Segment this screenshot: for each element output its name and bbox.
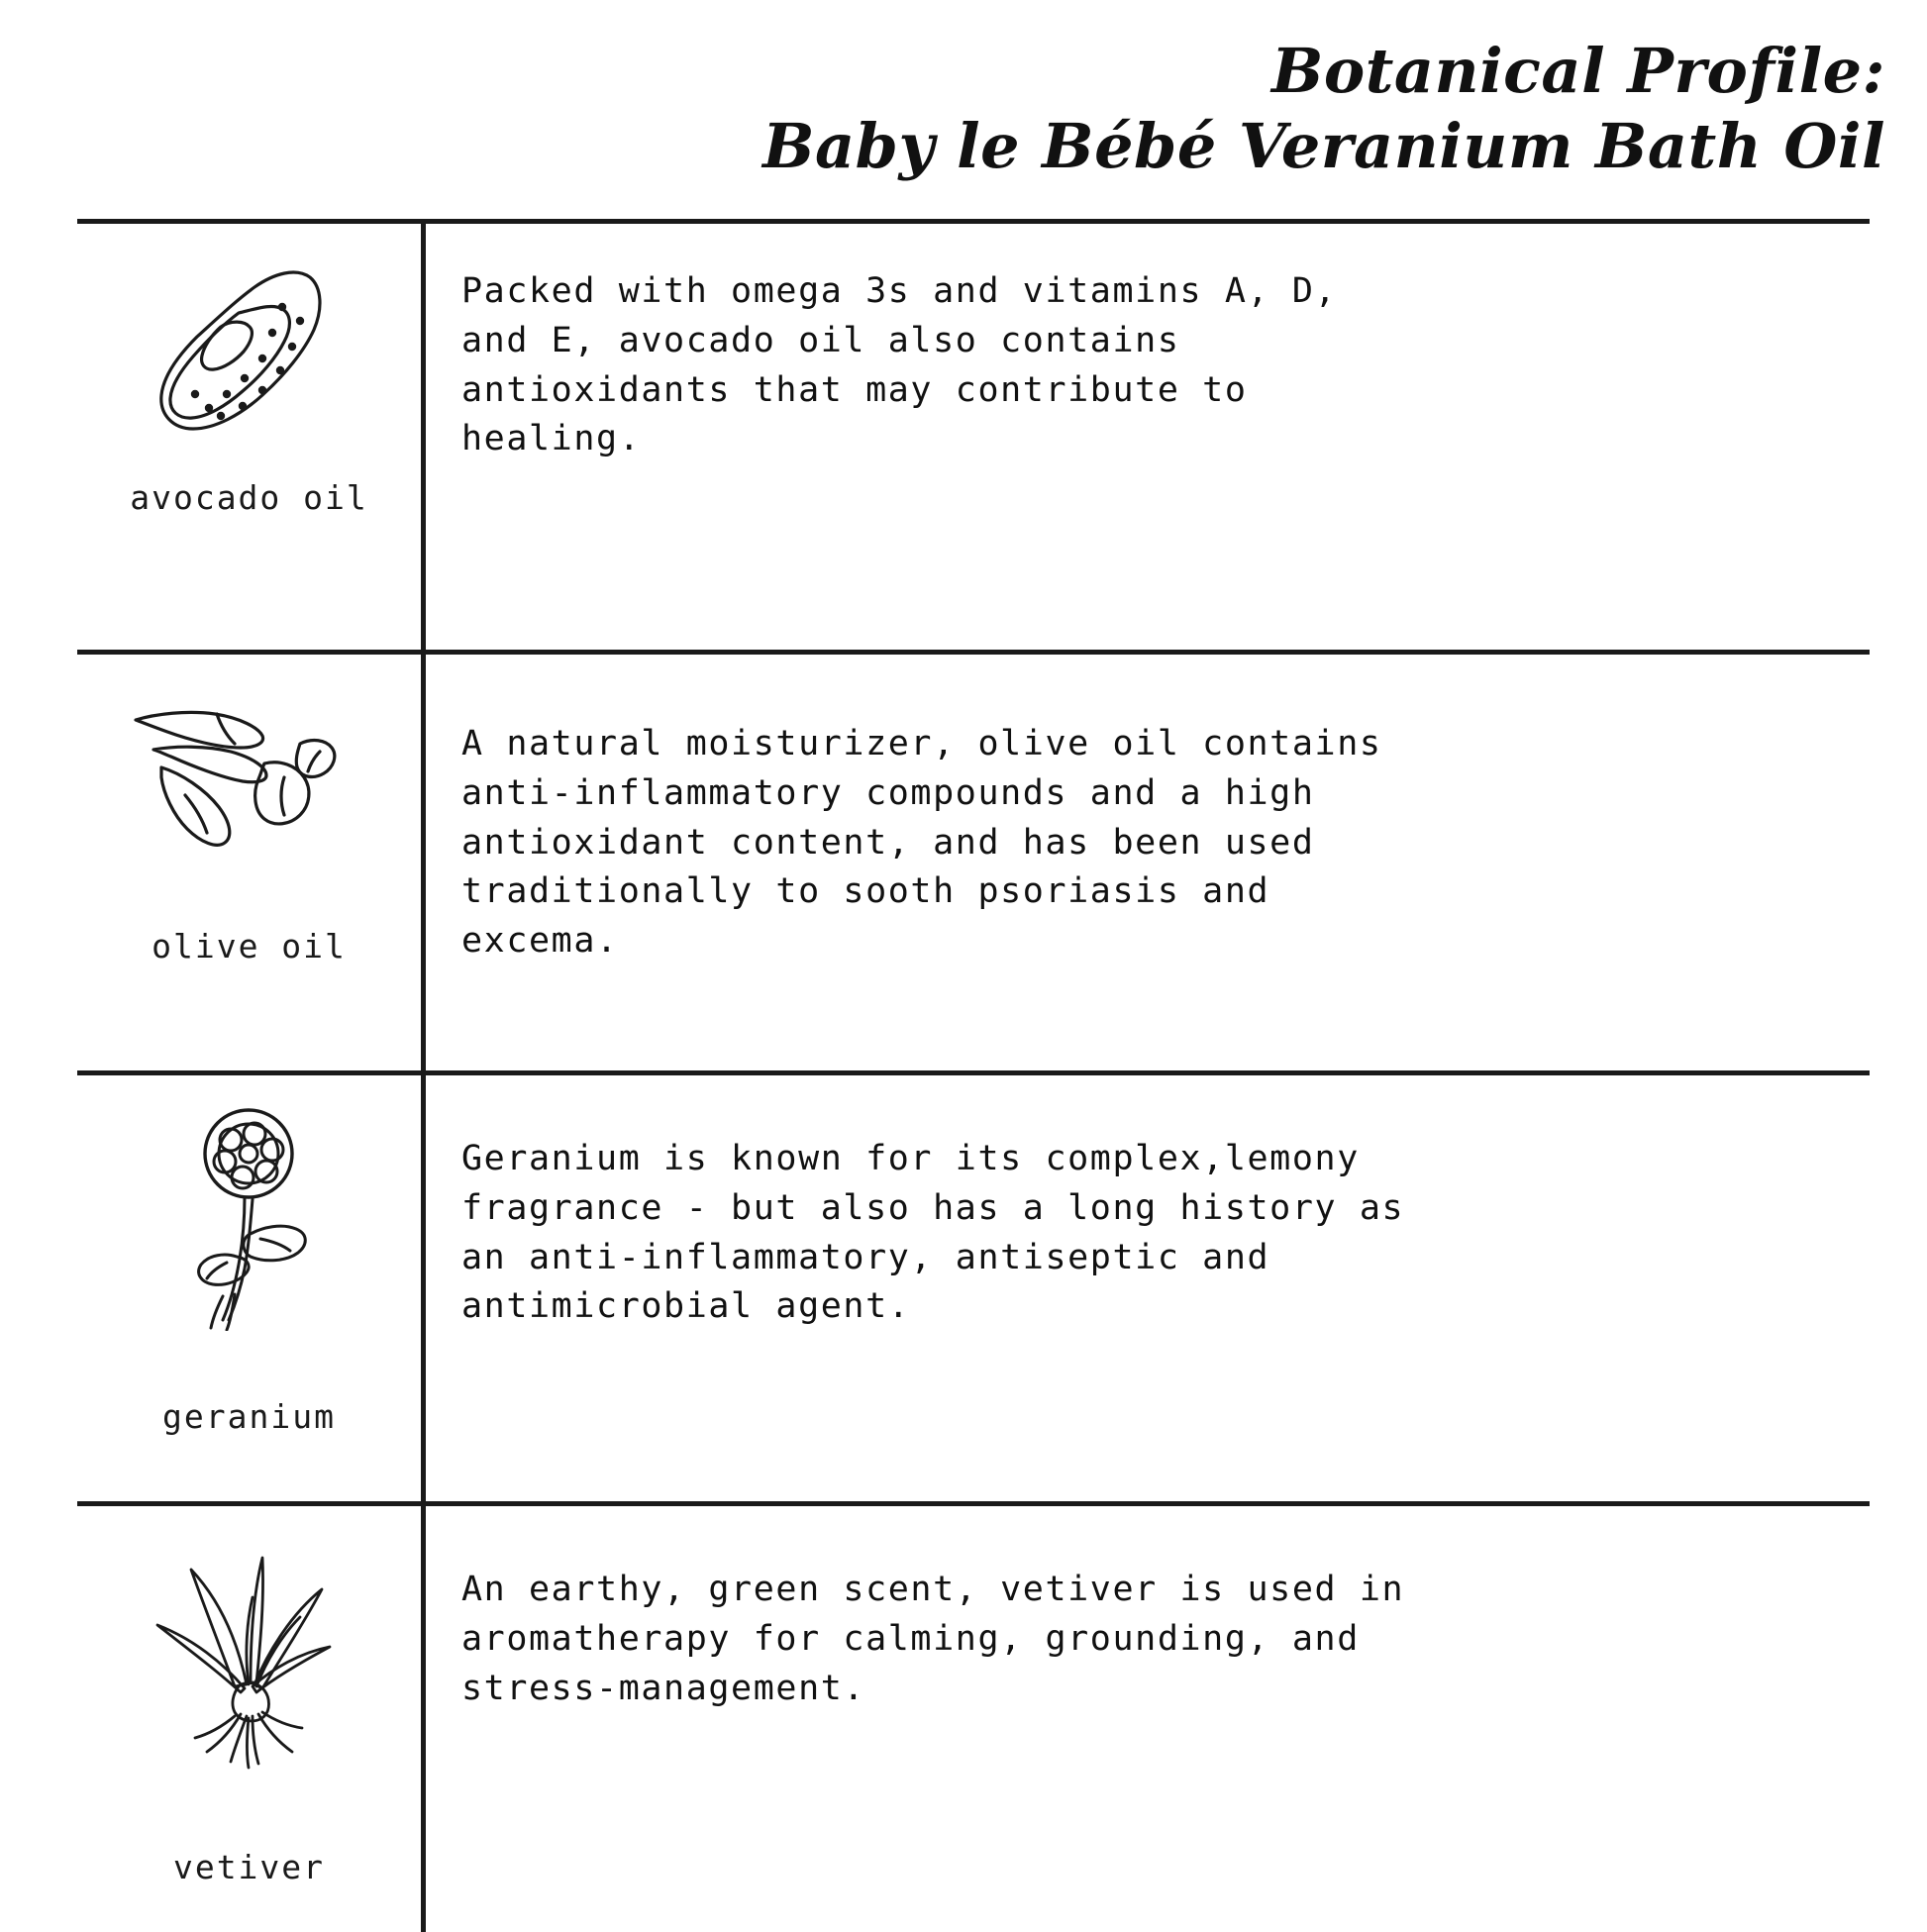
ingredient-description: Geranium is known for its complex,lemony fragrance - but also has a long history as an anti-inflammatory, antiseptic and antimicrobial agent.	[461, 1139, 1405, 1327]
table-row	[77, 1075, 1870, 1506]
ingredients-table	[77, 219, 1870, 1932]
vetiver-grass-icon	[136, 1536, 363, 1774]
avocado-icon	[136, 254, 363, 452]
ingredient-description-cell	[426, 1075, 1870, 1501]
ingredient-description-cell	[426, 1506, 1870, 1932]
page-title	[0, 0, 1927, 183]
ingredient-description-cell	[426, 224, 1870, 650]
ingredient-description: Packed with omega 3s and vitamins A, D, and E, avocado oil also contains antioxidants that may contribute to healing.	[461, 271, 1338, 459]
geranium-flower-icon	[146, 1105, 354, 1333]
ingredient-description: A natural moisturizer, olive oil contains anti-inflammatory compounds and a high antioxidant content, and has been used traditionally to sooth psoriasis and excema.	[461, 724, 1382, 961]
olive-branch-icon	[126, 684, 373, 872]
table-row	[77, 1506, 1870, 1932]
ingredient-description: An earthy, green scent, vetiver is used in aromatherapy for calming, grounding, and stress-management.	[461, 1570, 1405, 1708]
ingredient-description-cell	[426, 655, 1870, 1070]
table-row	[77, 224, 1870, 655]
ingredient-icon-cell	[77, 1506, 426, 1932]
title-line-2: Baby le Bébé Veranium Bath Oil	[762, 109, 1885, 182]
ingredient-icon-cell	[77, 224, 426, 650]
ingredient-label: vetiver	[172, 1848, 326, 1887]
ingredient-label: olive oil	[152, 927, 347, 966]
ingredient-label: avocado oil	[130, 478, 368, 518]
ingredient-icon-cell	[77, 1075, 426, 1501]
ingredient-label: geranium	[162, 1397, 336, 1437]
ingredient-icon-cell	[77, 655, 426, 1070]
table-row	[77, 655, 1870, 1075]
title-line-1: Botanical Profile:	[1270, 35, 1885, 107]
